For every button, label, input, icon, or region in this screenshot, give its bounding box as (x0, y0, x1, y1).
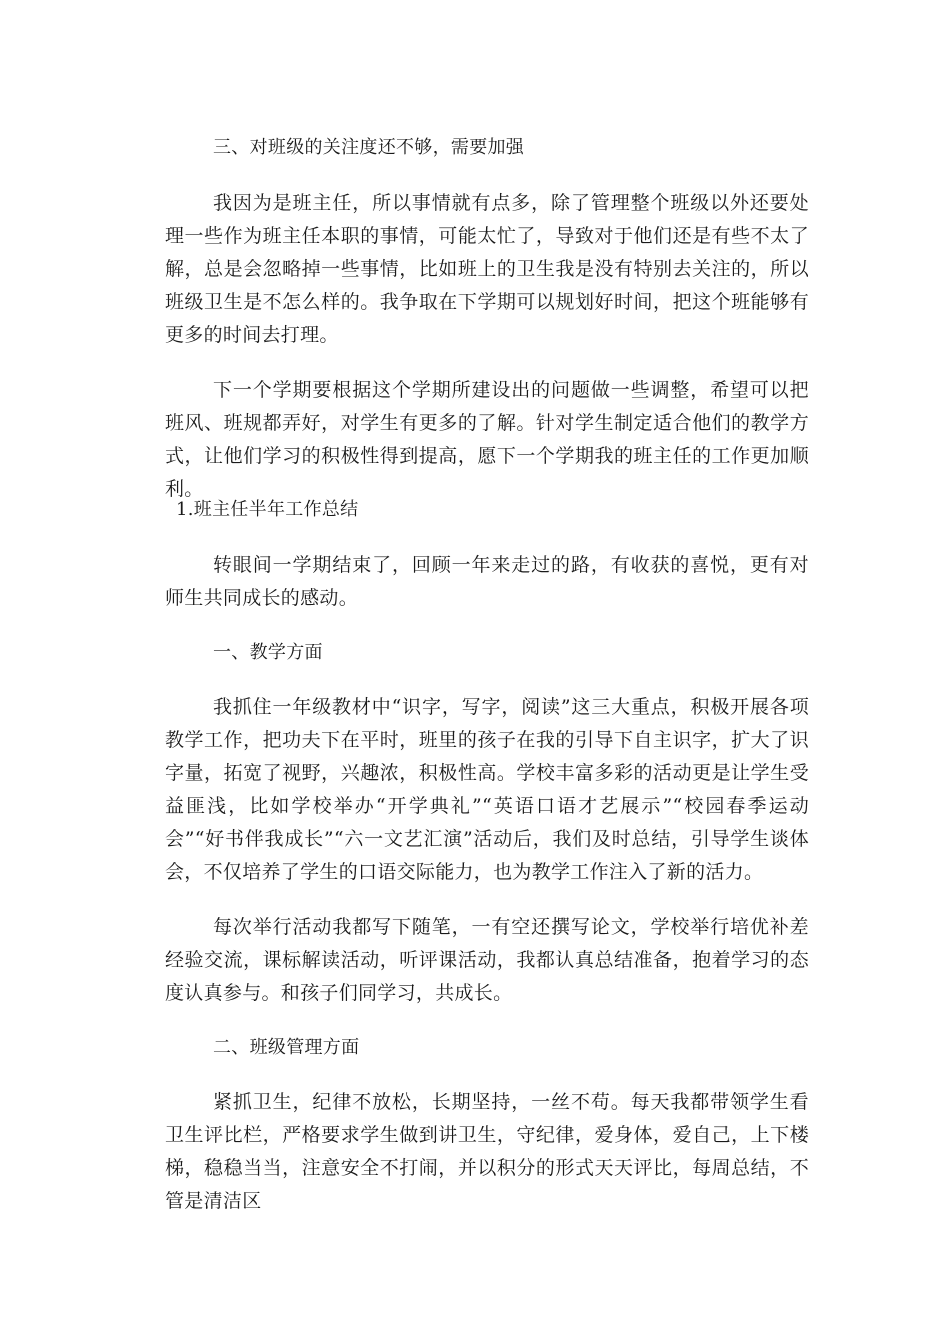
section-heading-teaching: 一、教学方面 (213, 642, 323, 663)
paragraph-next-semester: 下一个学期要根据这个学期所建设出的问题做一些调整，希望可以把班风、班规都弄好，对学生有更多的了解。针对学生制定适合他们的教学方式，让他们学习的积极性得到提高，愿下一个学期我的班主任的工作更加顺利。 (165, 379, 809, 500)
paragraph-management: 紧抓卫生，纪律不放松，长期坚持，一丝不苟。每天我都带领学生看卫生评比栏，严格要求学生做到讲卫生，守纪律，爱身体，爱自己，上下楼梯，稳稳当当，注意安全不打闹，并以积分的形式天天评比，每周总结，不管是清洁区 (165, 1091, 809, 1212)
paragraph-teaching-2: 每次举行活动我都写下随笔，一有空还撰写论文，学校举行培优补差经验交流，课标解读活动，听评课活动，我都认真总结准备，抱着学习的态度认真参与。和孩子们同学习，共成长。 (165, 916, 809, 1004)
paragraph-attention: 我因为是班主任，所以事情就有点多，除了管理整个班级以外还要处理一些作为班主任本职的事情，可能太忙了，导致对于他们还是有些不太了解，总是会忽略掉一些事情，比如班上的卫生我是没有特别去关注的，所以班级卫生是不怎么样的。我争取在下学期可以规划好时间，把这个班能够有更多的时间去打理。 (165, 192, 809, 346)
article-title: 1.班主任半年工作总结 (176, 499, 359, 520)
section-heading-management: 二、班级管理方面 (213, 1037, 360, 1058)
paragraph-teaching-1: 我抓住一年级教材中“识字，写字，阅读”这三大重点，积极开展各项教学工作，把功夫下在平时，班里的孩子在我的引导下自主识字，扩大了识字量，拓宽了视野，兴趣浓，积极性高。学校丰富多彩的活动更是让学生受益匪浅，比如学校举办“开学典礼”“英语口语才艺展示”“校园春季运动会”“好书伴我成长”“六一文艺汇演”活动后，我们及时总结，引导学生谈体会，不仅培养了学生的口语交际能力，也为教学工作注入了新的活力。 (165, 696, 809, 883)
paragraph-intro: 转眼间一学期结束了，回顾一年来走过的路，有收获的喜悦，更有对师生共同成长的感动。 (165, 554, 809, 609)
section-heading-attention: 三、对班级的关注度还不够，需要加强 (213, 137, 525, 158)
